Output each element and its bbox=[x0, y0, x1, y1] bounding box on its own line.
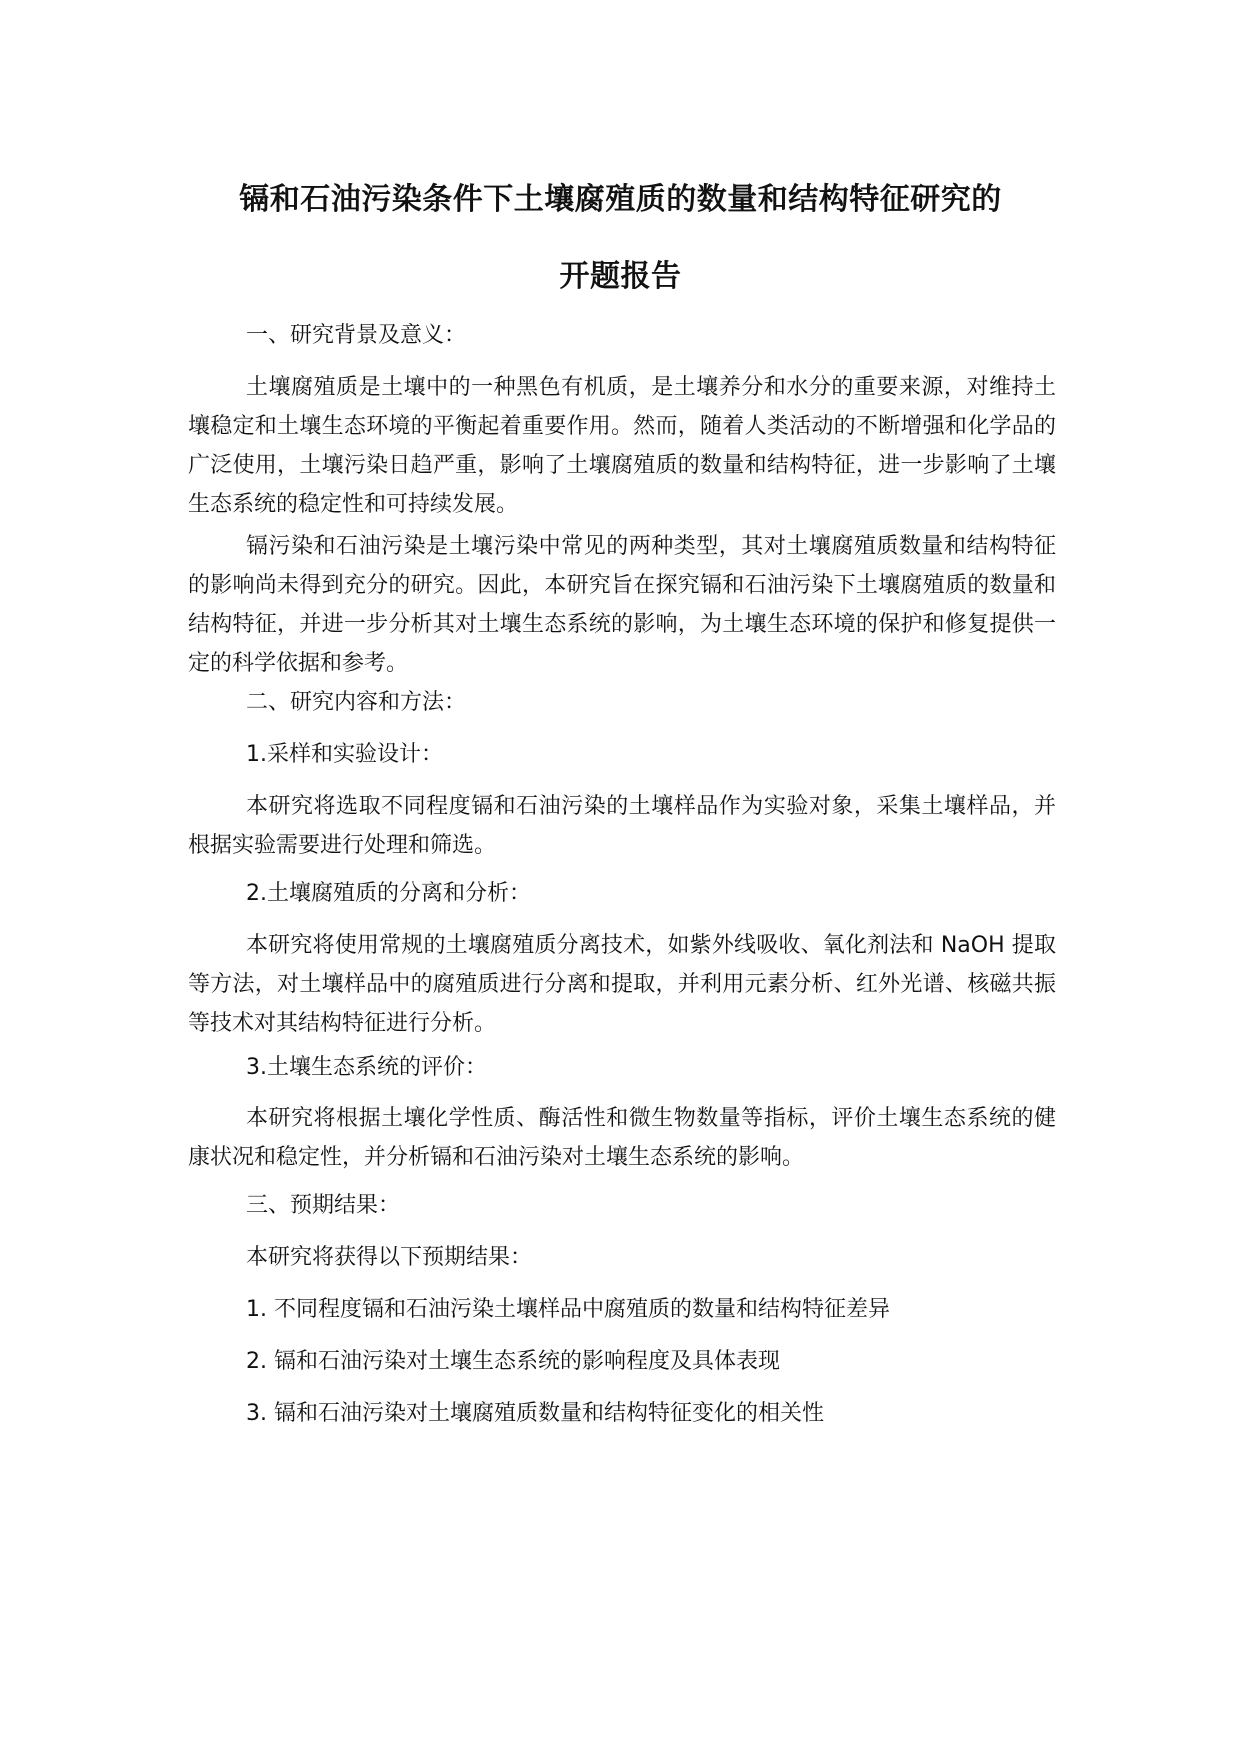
subsection2-paragraph: 本研究将使用常规的土壤腐殖质分离技术，如紫外线吸收、氧化剂法和 NaOH 提取等方法，对土壤样品中的腐殖质进行分离和提取，并利用元素分析、红外光谱、核磁共振等技术对其结构特征进行分析。 bbox=[188, 933, 1056, 1036]
section2-heading: 二、研究内容和方法： bbox=[246, 690, 467, 715]
section3-heading: 三、预期结果： bbox=[246, 1193, 401, 1218]
subsection3-heading: 3.土壤生态系统的评价： bbox=[246, 1055, 487, 1080]
subsection2-heading: 2.土壤腐殖质的分离和分析： bbox=[246, 881, 531, 906]
section3-intro: 本研究将获得以下预期结果： bbox=[246, 1245, 533, 1270]
result-item-2: 2. 镉和石油污染对土壤生态系统的影响程度及具体表现 bbox=[246, 1349, 780, 1374]
document-title-line2: 开题报告 bbox=[559, 259, 682, 294]
result-item-3: 3. 镉和石油污染对土壤腐殖质数量和结构特征变化的相关性 bbox=[246, 1401, 824, 1426]
section1-paragraph2: 镉污染和石油污染是土壤污染中常见的两种类型，其对土壤腐殖质数量和结构特征的影响尚未得到充分的研究。因此，本研究旨在探究镉和石油污染下土壤腐殖质的数量和结构特征，并进一步分析其对土壤生态系统的影响，为土壤生态环境的保护和修复提供一定的科学依据和参考。 bbox=[188, 534, 1056, 676]
result-item-1: 1. 不同程度镉和石油污染土壤样品中腐殖质的数量和结构特征差异 bbox=[246, 1297, 890, 1322]
section1-paragraph1: 土壤腐殖质是土壤中的一种黑色有机质，是土壤养分和水分的重要来源，对维持土壤稳定和土壤生态环境的平衡起着重要作用。然而，随着人类活动的不断增强和化学品的广泛使用，土壤污染日趋严重，影响了土壤腐殖质的数量和结构特征，进一步影响了土壤生态系统的稳定性和可持续发展。 bbox=[188, 375, 1056, 517]
subsection1-paragraph: 本研究将选取不同程度镉和石油污染的土壤样品作为实验对象，采集土壤样品，并根据实验需要进行处理和筛选。 bbox=[188, 794, 1056, 858]
section1-heading: 一、研究背景及意义： bbox=[246, 323, 467, 348]
subsection1-heading: 1.采样和实验设计： bbox=[246, 742, 443, 767]
subsection3-paragraph: 本研究将根据土壤化学性质、酶活性和微生物数量等指标，评价土壤生态系统的健康状况和稳定性，并分析镉和石油污染对土壤生态系统的影响。 bbox=[188, 1106, 1056, 1170]
document-title-line1: 镉和石油污染条件下土壤腐殖质的数量和结构特征研究的 bbox=[239, 182, 1002, 217]
